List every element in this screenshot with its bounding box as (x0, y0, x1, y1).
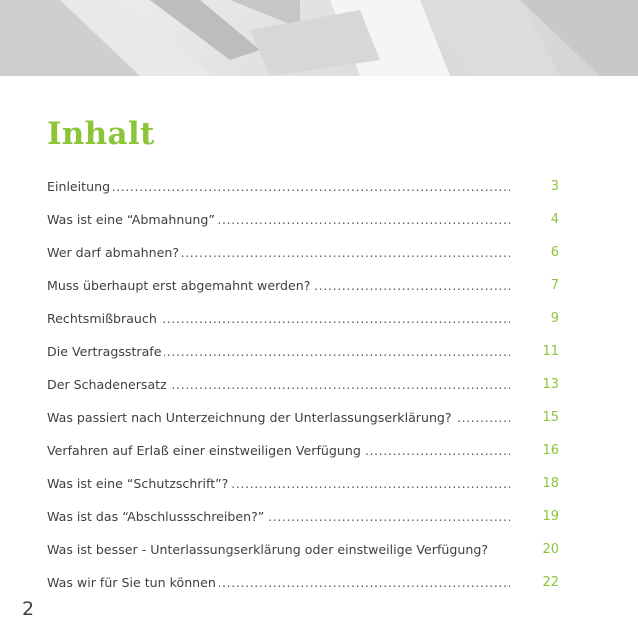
toc-entry[interactable] (47, 406, 559, 430)
toc-entry[interactable] (47, 373, 559, 397)
toc-entry-title: Was ist eine “Abmahnung” (47, 212, 218, 227)
toc-entry[interactable] (47, 571, 559, 595)
toc-entry-title: Was ist das “Abschlussschreiben?” (47, 509, 267, 524)
toc-entry-title: Was ist besser - Unterlassungserklärung oder einstweilige Verfügung? (47, 542, 491, 557)
toc-entry-title: Rechtsmißbrauch (47, 311, 160, 326)
toc-entry-page: 16 (542, 443, 559, 458)
toc-entry-title: Was passiert nach Unterzeichnung der Unterlassungserklärung? (47, 410, 455, 425)
toc-entry-page: 3 (550, 179, 559, 194)
page-number: 2 (22, 598, 35, 620)
toc-entry[interactable] (47, 241, 559, 265)
toc-entry-title: Die Vertragsstrafe (47, 344, 164, 359)
toc-entry[interactable] (47, 505, 559, 529)
toc-entry-title: Wer darf abmahnen? (47, 245, 182, 260)
header-photo-shapes (0, 0, 638, 76)
toc-entry-page: 22 (542, 575, 559, 590)
toc-entry[interactable] (47, 538, 559, 562)
toc-entry[interactable] (47, 274, 559, 298)
toc-entry[interactable] (47, 472, 559, 496)
toc-entry-page: 7 (550, 278, 559, 293)
toc-entry-title: Einleitung (47, 179, 113, 194)
header-photo (0, 0, 638, 76)
toc-entry[interactable] (47, 175, 559, 199)
toc-entry[interactable] (47, 340, 559, 364)
toc-entry-page: 6 (550, 245, 559, 260)
toc-entry-title: Was wir für Sie tun können (47, 575, 219, 590)
toc-entry-page: 15 (542, 410, 559, 425)
toc-entry-page: 20 (542, 542, 559, 557)
toc-entry-page: 19 (542, 509, 559, 524)
toc-entry-page: 18 (542, 476, 559, 491)
toc-entry[interactable] (47, 439, 559, 463)
toc-entry-page: 13 (542, 377, 559, 392)
toc-entry-title: Muss überhaupt erst abgemahnt werden? (47, 278, 313, 293)
toc-entry-title: Verfahren auf Erlaß einer einstweiligen Verfügung (47, 443, 364, 458)
toc-entry-page: 4 (550, 212, 559, 227)
toc-entry-page: 11 (542, 344, 559, 359)
toc-entry[interactable] (47, 307, 559, 331)
toc-entry[interactable] (47, 208, 559, 232)
toc-entry-title: Der Schadenersatz (47, 377, 170, 392)
toc-heading: Inhalt (47, 116, 155, 152)
toc-entry-title: Was ist eine “Schutzschrift”? (47, 476, 231, 491)
toc-entry-page: 9 (550, 311, 559, 326)
